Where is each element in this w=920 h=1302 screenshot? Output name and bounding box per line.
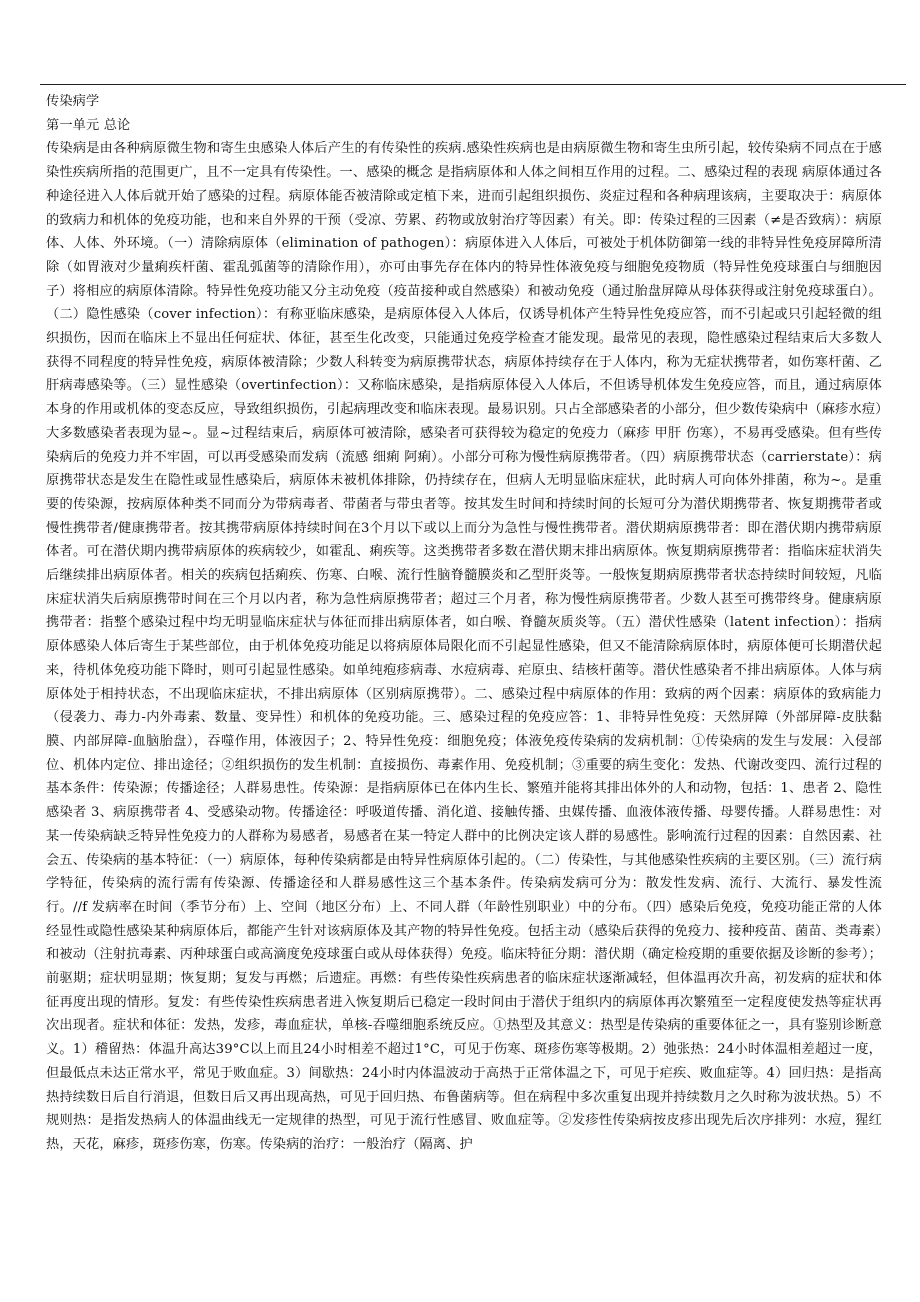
header-rule [40, 84, 906, 85]
unit-heading: 第一单元 总论 [46, 117, 131, 133]
document-body [46, 90, 882, 1157]
body-paragraph: 传染病是由各种病原微生物和寄生虫感染人体后产生的有传染性的疾病.感染性疾病也是由病原微生物和寄生虫所引起，较传染病不同点在于感染性疾病所指的范围更广，且不一定具有传染性。一、感染的概念 是指病原体和人体之间相互作用的过程。二、感染过程的表现 病原体通过各种途径进入人体后就开始了感染的过程。病原体能否被清除或定植下来，进而引起组织损伤、炎症过程和各种病理该病，主要取决于：病原体的致病力和机体的免疫功能，也和来自外界的干预（受凉、劳累、药物或放射治疗等因素）有关。即：传染过程的三因素（≠是否致病）：病原体、人体、外环境。（一）清除病原体（elimination of pathogen）：病原体进入人体后，可被处于机体防御第一线的非特异性免疫屏障所清除（如胃液对少量痢疾杆菌、霍乱弧菌等的清除作用），亦可由事先存在体内的特异性体液免疫与细胞免疫物质（特异性免疫球蛋白与细胞因子）将相应的病原体清除。特异性免疫功能又分主动免疫（疫苗接种或自然感染）和被动免疫（通过胎盘屏障从母体获得或注射免疫球蛋白）。（二）隐性感染（cover infection）：有称亚临床感染，是病原体侵入人体后，仅诱导机体产生特异性免疫应答，而不引起或只引起轻微的组织损伤，因而在临床上不显出任何症状、体征，甚至生化改变，只能通过免疫学检查才能发现。最常见的表现，隐性感染过程结束后大多数人获得不同程度的特异性免疫，病原体被清除；少数人科转变为病原携带状态，病原体持续存在于人体内，称为无症状携带者，如伤寒杆菌、乙肝病毒感染等。（三）显性感染（overtinfection）：又称临床感染，是指病原体侵入人体后，不但诱导机体发生免疫应答，而且，通过病原体本身的作用或机体的变态反应，导致组织损伤，引起病理改变和临床表现。最易识别。只占全部感染者的小部分，但少数传染病中（麻疹水痘）大多数感染者表现为显~。显~过程结束后，病原体可被清除，感染者可获得较为稳定的免疫力（麻疹 甲肝 伤寒），不易再受感染。但有些传染病后的免疫力并不牢固，可以再受感染而发病（流感 细痢 阿痢）。小部分可称为慢性病原携带者。（四）病原携带状态（carrierstate）：病原携带状态是发生在隐性或显性感染后，病原体未被机体排除，仍持续存在，但病人无明显临床症状，此时病人可向体外排菌，称为~。是重要的传染源，按病原体种类不同而分为带病毒者、带菌者与带虫者等。按其发生时间和持续时间的长短可分为潜伏期携带者、恢复期携带者或慢性携带者/健康携带者。按其携带病原体持续时间在3个月以下或以上而分为急性与慢性携带者。潜伏期病原携带者：即在潜伏期内携带病原体者。可在潜伏期内携带病原体的疾病较少，如霍乱、痢疾等。这类携带者多数在潜伏期末排出病原体。恢复期病原携带者：指临床症状消失后继续排出病原体者。相关的疾病包括痢疾、伤寒、白喉、流行性脑脊髓膜炎和乙型肝炎等。一般恢复期病原携带者状态持续时间较短，凡临床症状消失后病原携带时间在三个月以内者，称为急性病原携带者；超过三个月者，称为慢性病原携带者。少数人甚至可携带终身。健康病原携带者：指整个感染过程中均无明显临床症状与体征而排出病原体者，如白喉、脊髓灰质炎等。（五）潜伏性感染（latent infection）：指病原体感染人体后寄生于某些部位，由于机体免疫功能足以将病原体局限化而不引起显性感染，但又不能清除病原体时，病原体便可长期潜伏起来，待机体免疫功能下降时，则可引起显性感染。如单纯疱疹病毒、水痘病毒、疟原虫、结核杆菌等。潜伏性感染者不排出病原体。人体与病原体处于相持状态，不出现临床症状，不排出病原体（区别病原携带）。二、感染过程中病原体的作用：致病的两个因素：病原体的致病能力（侵袭力、毒力-内外毒素、数量、变异性）和机体的免疫功能。三、感染过程的免疫应答：1、非特异性免疫：天然屏障（外部屏障-皮肤黏膜、内部屏障-血脑胎盘），吞噬作用，体液因子；2、特异性免疫：细胞免疫；体液免疫传染病的发病机制：①传染病的发生与发展：入侵部位、机体内定位、排出途径；②组织损伤的发生机制：直接损伤、毒素作用、免疫机制；③重要的病生变化：发热、代谢改变四、流行过程的基本条件：传染源；传播途径；人群易患性。传染源：是指病原体已在体内生长、繁殖并能将其排出体外的人和动物，包括：1、患者 2、隐性感染者 3、病原携带者 4、受感染动物。传播途径：呼吸道传播、消化道、接触传播、虫媒传播、血液体液传播、母婴传播。人群易患性：对某一传染病缺乏特异性免疫力的人群称为易感者，易感者在某一特定人群中的比例决定该人群的易感性。影响流行过程的因素：自然因素、社会五、传染病的基本特征：（一）病原体，每种传染病都是由特异性病原体引起的。（二）传染性，与其他感染性疾病的主要区别。（三）流行病学特征，传染病的流行需有传染源、传播途径和人群易感性这三个基本条件。传染病发病可分为：散发性发病、流行、大流行、暴发性流行。//f 发病率在时间（季节分布）上、空间（地区分布）上、不同人群（年龄性别职业）中的分布。（四）感染后免疫，免疫功能正常的人体经显性或隐性感染某种病原体后，都能产生针对该病原体及其产物的特异性免疫。包括主动（感染后获得的免疫力、接种疫苗、菌苗、类毒素）和被动（注射抗毒素、丙种球蛋白或高滴度免疫球蛋白或从母体获得）免疫。临床特征分期：潜伏期（确定检疫期的重要依据及诊断的参考）；前驱期；症状明显期；恢复期；复发与再燃；后遗症。再燃：有些传染性疾病患者的临床症状逐渐减轻，但体温再次升高，初发病的症状和体征再度出现的情形。复发：有些传染性疾病患者进入恢复期后已稳定一段时间由于潜伏于组织内的病原体再次繁殖至一定程度使发热等症状再次出现者。症状和体征：发热，发疹，毒血症状，单核-吞噬细胞系统反应。①热型及其意义：热型是传染病的重要体征之一，具有鉴别诊断意义。1）稽留热：体温升高达39°C以上而且24小时相差不超过1°C，可见于伤寒、斑疹伤寒等极期。2）弛张热：24小时体温相差超过一度，但最低点未达正常水平，常见于败血症。3）间歇热：24小时内体温波动于高热于正常体温之下，可见于疟疾、败血症等。4）回归热：是指高热持续数日后自行消退，但数日后又再出现高热，可见于回归热、布鲁菌病等。但在病程中多次重复出现并持续数月之久时称为波状热。5）不规则热：是指发热病人的体温曲线无一定规律的热型，可见于流行性感冒、败血症等。②发疹性传染病按皮疹出现先后次序排列：水痘，猩红热，天花，麻疹，斑疹伤寒，伤寒。传染病的治疗：一般治疗（隔离、护 [46, 141, 882, 1152]
document-title: 传染病学 [46, 94, 100, 109]
